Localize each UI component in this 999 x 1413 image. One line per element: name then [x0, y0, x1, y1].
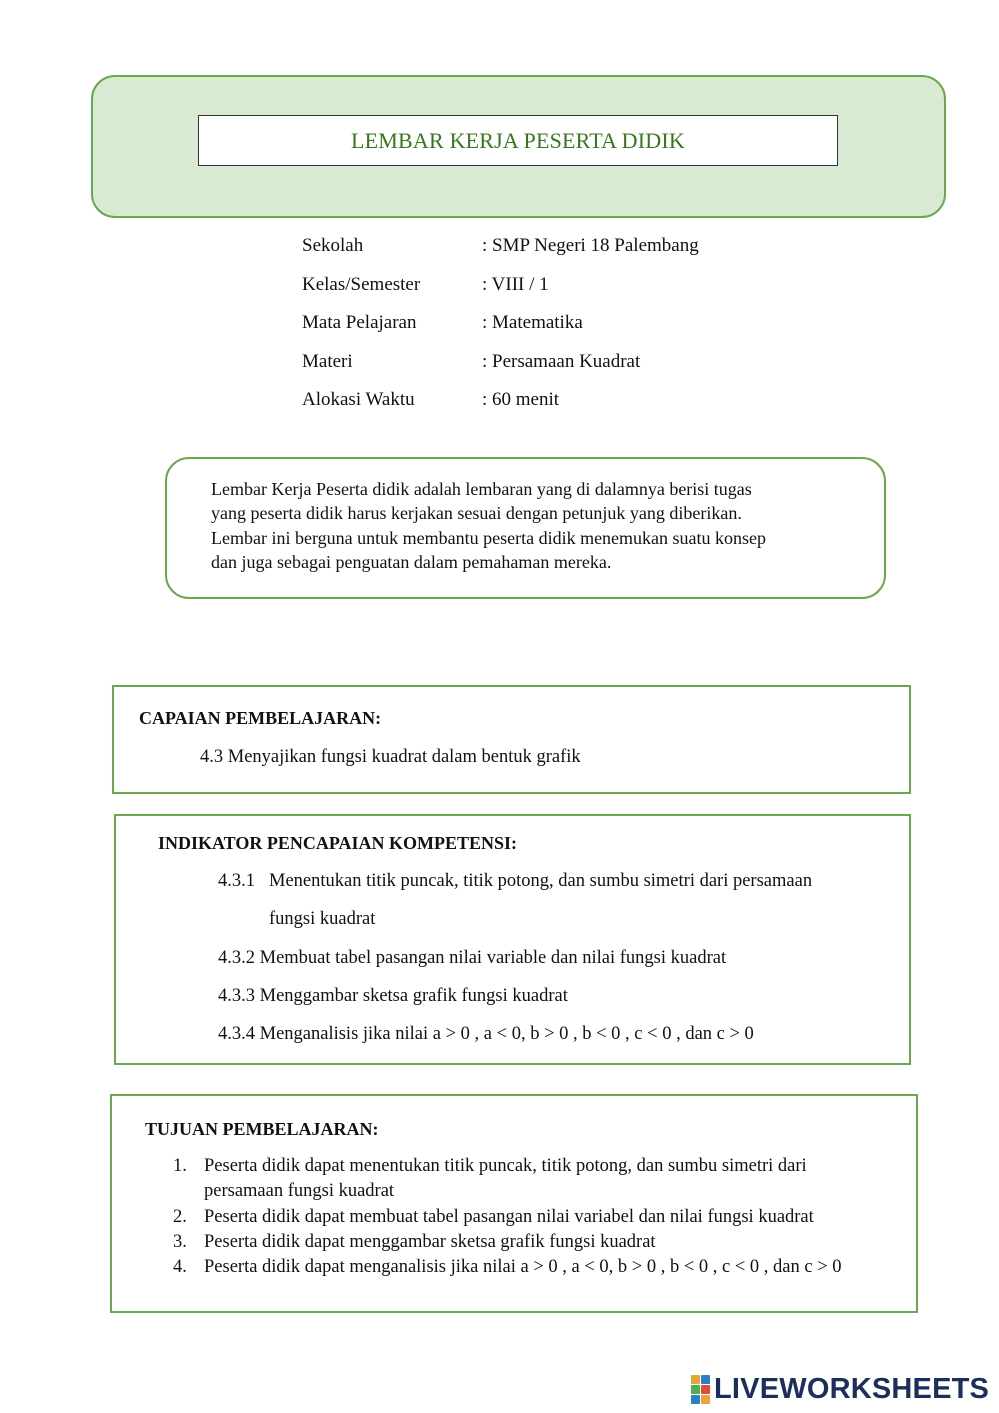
tujuan-item-continuation: persamaan fungsi kuadrat [204, 1181, 395, 1201]
capaian-title: CAPAIAN PEMBELAJARAN: [139, 708, 382, 728]
title-box [198, 115, 838, 166]
indikator-item-number: 4.3.1 [218, 871, 255, 891]
indikator-title: INDIKATOR PENCAPAIAN KOMPETENSI: [158, 833, 518, 853]
tujuan-title: TUJUAN PEMBELAJARAN: [145, 1119, 379, 1139]
page-title: LEMBAR KERJA PESERTA DIDIK [351, 127, 685, 153]
tujuan-item: Peserta didik dapat menggambar sketsa grafik fungsi kuadrat [204, 1232, 656, 1252]
tujuan-item-number: 2. [173, 1207, 187, 1227]
info-value: : 60 menit [482, 389, 560, 410]
info-label: Alokasi Waktu [302, 389, 415, 410]
intro-line: dan juga sebagai penguatan dalam pemahaman mereka. [211, 552, 612, 572]
indikator-item: 4.3.3 Menggambar sketsa grafik fungsi kuadrat [218, 986, 568, 1006]
indikator-item: Menentukan titik puncak, titik potong, dan sumbu simetri dari persamaan [269, 871, 813, 891]
tujuan-item: Peserta didik dapat menentukan titik puncak, titik potong, dan sumbu simetri dari [204, 1156, 807, 1176]
info-label: Kelas/Semester [302, 274, 421, 295]
logo-text: LIVEWORKSHEETS [714, 1372, 990, 1405]
tujuan-item-number: 3. [173, 1232, 187, 1252]
intro-line: Lembar ini berguna untuk membantu peserta didik menemukan suatu konsep [211, 528, 767, 548]
info-label: Sekolah [302, 235, 364, 256]
info-value: : VIII / 1 [482, 274, 549, 295]
info-label: Materi [302, 351, 353, 372]
tujuan-item: Peserta didik dapat membuat tabel pasangan nilai variabel dan nilai fungsi kuadrat [204, 1207, 814, 1227]
tujuan-item: Peserta didik dapat menganalisis jika nilai a > 0 , a < 0, b > 0 , b < 0 , c < 0 , dan c > 0 [204, 1257, 842, 1277]
capaian-panel [112, 685, 911, 794]
capaian-item: 4.3 Menyajikan fungsi kuadrat dalam bentuk grafik [200, 747, 581, 767]
intro-line: Lembar Kerja Peserta didik adalah lembaran yang di dalamnya berisi tugas [211, 479, 752, 499]
tujuan-item-number: 1. [173, 1156, 187, 1176]
info-value: : SMP Negeri 18 Palembang [482, 235, 699, 256]
liveworksheets-logo [691, 1374, 989, 1404]
logo-blocks-icon [691, 1375, 710, 1404]
indikator-item-continuation: fungsi kuadrat [269, 909, 376, 929]
info-value: : Persamaan Kuadrat [482, 351, 641, 372]
info-value: : Matematika [482, 312, 583, 333]
tujuan-item-number: 4. [173, 1257, 187, 1277]
indikator-item: 4.3.2 Membuat tabel pasangan nilai variable dan nilai fungsi kuadrat [218, 948, 727, 968]
indikator-item: 4.3.4 Menganalisis jika nilai a > 0 , a < 0, b > 0 , b < 0 , c < 0 , dan c > 0 [218, 1024, 754, 1044]
info-label: Mata Pelajaran [302, 312, 417, 333]
intro-line: yang peserta didik harus kerjakan sesuai dengan petunjuk yang diberikan. [211, 503, 742, 523]
